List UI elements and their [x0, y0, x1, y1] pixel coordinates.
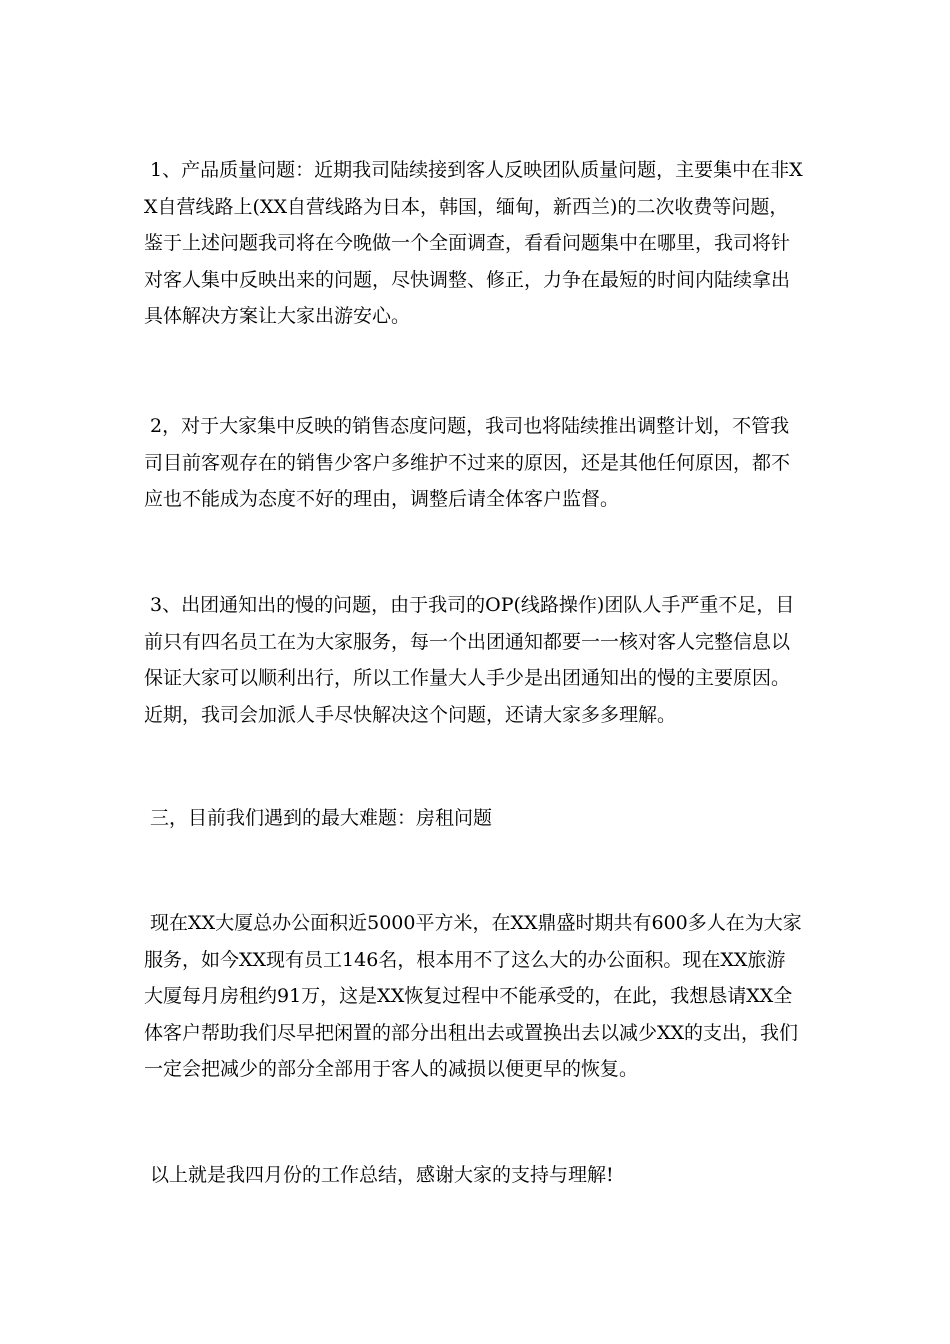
section-heading-rent-problem: 三，目前我们遇到的最大难题：房租问题 — [144, 807, 493, 829]
paragraph-sales-attitude: 2，对于大家集中反映的销售态度问题，我司也将陆续推出调整计划，不管我司目前客观存在的销售少客户多维护不过来的原因，还是其他任何原因，都不应也不能成为态度不好的理由，调整后请全体客户监督。 — [144, 415, 791, 510]
paragraph-tour-notice-delay: 3、出团通知出的慢的问题，由于我司的OP(线路操作)团队人手严重不足，目前只有四名员工在为大家服务，每一个出团通知都要一一核对客人完整信息以保证大家可以顺利出行，所以工作量大人手少是出团通知出的慢的主要原因。近期，我司会加派人手尽快解决这个问题，还请大家多多理解。 — [144, 594, 795, 726]
paragraph-rent-details: 现在XX大厦总办公面积近5000平方米，在XX鼎盛时期共有600多人在为大家服务，如今XX现有员工146名，根本用不了这么大的办公面积。现在XX旅游大厦每月房租约91万，这是XX恢复过程中不能承受的，在此，我想恳请XX全体客户帮助我们尽早把闲置的部分出租出去或置换出去以减少XX的支出，我们一定会把减少的部分全部用于客人的减损以便更早的恢复。 — [144, 912, 802, 1080]
paragraph-product-quality: 1、产品质量问题：近期我司陆续接到客人反映团队质量问题，主要集中在非XX自营线路上(XX自营线路为日本，韩国，缅甸，新西兰)的二次收费等问题，鉴于上述问题我司将在今晚做一个全面调查，看看问题集中在哪里，我司将针对客人集中反映出来的问题，尽快调整、修正，力争在最短的时间内陆续拿出具体解决方案让大家出游安心。 — [144, 159, 803, 327]
paragraph-closing: 以上就是我四月份的工作总结，感谢大家的支持与理解! — [144, 1164, 614, 1186]
